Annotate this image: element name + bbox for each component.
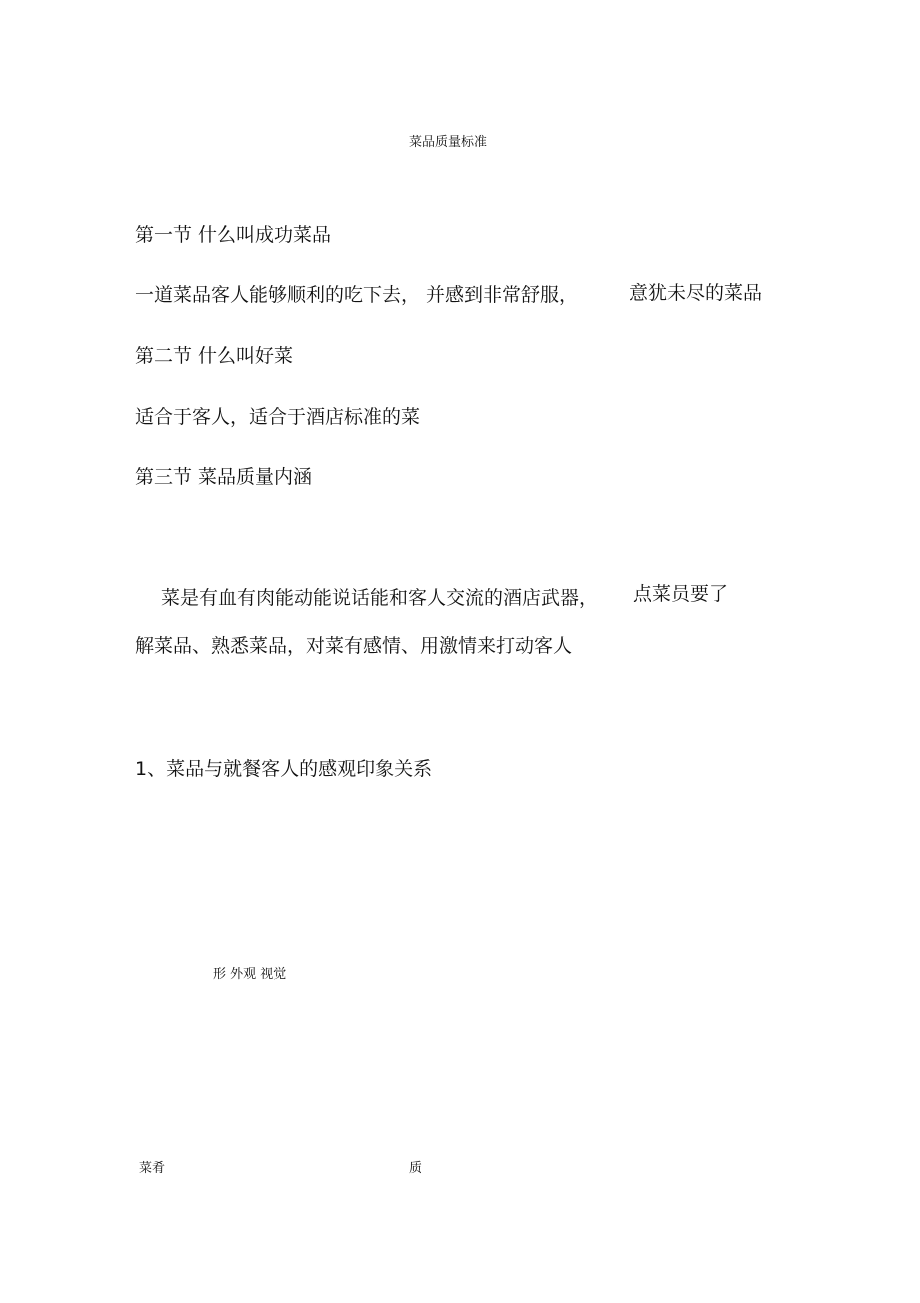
section-3-heading: 第三节 菜品质量内涵 (135, 466, 313, 488)
diagram-label-dish: 菜肴 (139, 1161, 166, 1176)
section-1-body-part1: 一道菜品客人能够顺利的吃下去， 并感到非常舒服， (135, 284, 579, 306)
section-3-para-line1-part1: 菜是有血有肉能动能说话能和客人交流的酒店武器， (161, 587, 599, 609)
diagram-label-quality: 质 (409, 1161, 423, 1176)
section-3-para-line1-part2: 点菜员要了 (633, 583, 729, 605)
section-1-heading: 第一节 什么叫成功菜品 (135, 224, 332, 246)
document-title: 菜品质量标准 (409, 135, 488, 150)
section-2-body: 适合于客人，适合于酒店标准的菜 (135, 406, 421, 428)
section-2-heading: 第二节 什么叫好菜 (135, 345, 294, 367)
section-1-body-part2: 意犹未尽的菜品 (629, 282, 763, 304)
item-1-heading: 1、菜品与就餐客人的感观印象关系 (135, 758, 433, 780)
diagram-label-shape: 形 外观 视觉 (213, 967, 287, 982)
section-3-para-line2: 解菜品、熟悉菜品，对菜有感情、用激情来打动客人 (135, 635, 573, 657)
